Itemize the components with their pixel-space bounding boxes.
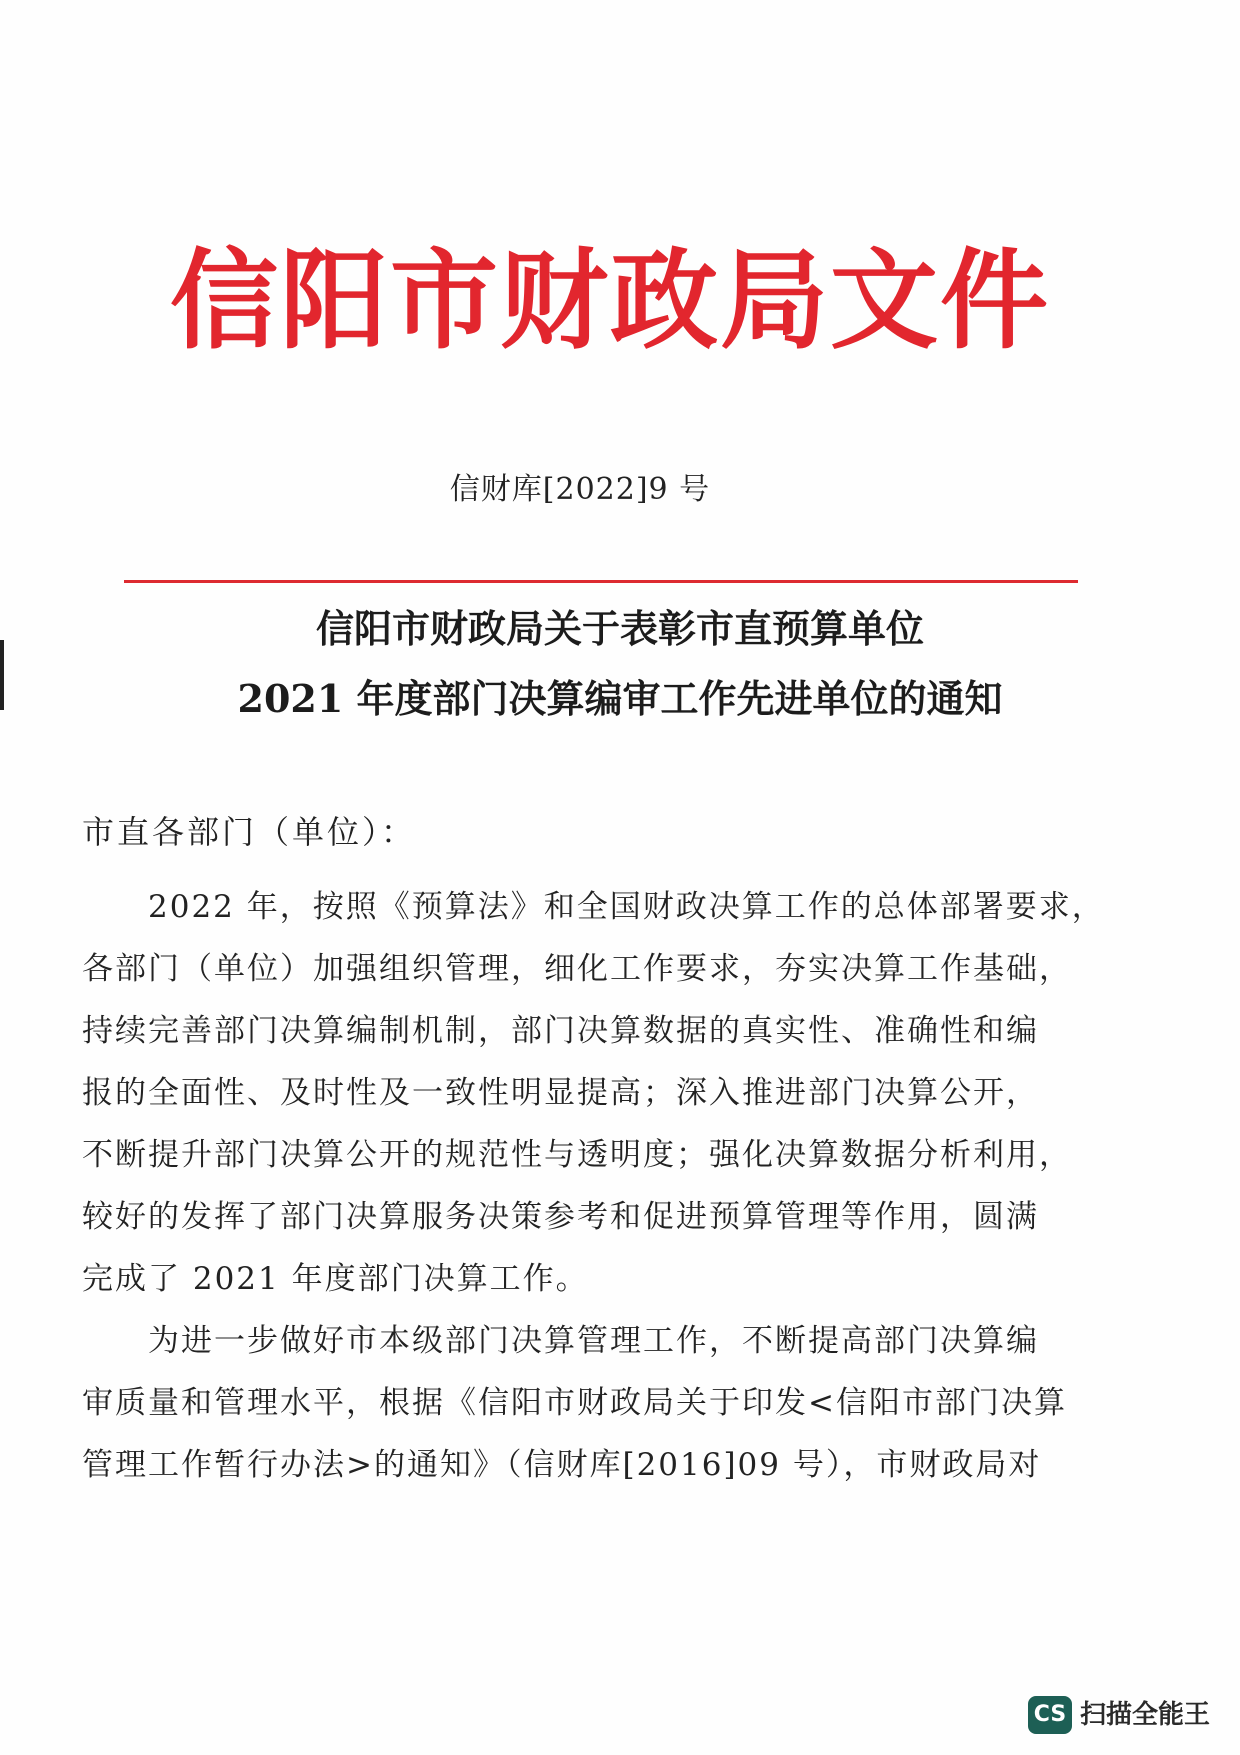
body-line: 各部门（单位）加强组织管理，细化工作要求，夯实决算工作基础， xyxy=(82,951,1072,987)
document-body xyxy=(82,876,1122,1496)
document-title-line-2: 2021 年度部门决算编审工作先进单位的通知 xyxy=(237,676,1003,721)
body-line: 审质量和管理水平，根据《信阳市财政局关于印发<信阳市部门决算 xyxy=(82,1385,1067,1421)
body-line: 报的全面性、及时性及一致性明显提高；深入推进部门决算公开， xyxy=(82,1075,1039,1111)
document-title xyxy=(160,594,1080,734)
body-line: 不断提升部门决算公开的规范性与透明度；强化决算数据分析利用， xyxy=(82,1137,1072,1173)
scanner-watermark xyxy=(1028,1696,1210,1734)
body-line: 完成了 2021 年度部门决算工作。 xyxy=(82,1261,589,1297)
salutation: 市直各部门（单位）： xyxy=(82,813,417,851)
camscanner-logo-icon: CS xyxy=(1028,1696,1072,1734)
document-title-line-1: 信阳市财政局关于表彰市直预算单位 xyxy=(315,606,924,651)
body-line: 持续完善部门决算编制机制，部门决算数据的真实性、准确性和编 xyxy=(82,1013,1039,1049)
watermark-text: 扫描全能王 xyxy=(1080,1700,1211,1730)
body-line: 较好的发挥了部门决算服务决策参考和促进预算管理等作用，圆满 xyxy=(82,1199,1039,1235)
body-line: 为进一步做好市本级部门决算管理工作，不断提高部门决算编 xyxy=(82,1323,1039,1359)
masthead-divider xyxy=(124,580,1078,583)
scan-edge-mark xyxy=(0,640,4,710)
document-masthead: 信阳市财政局文件 xyxy=(169,239,1050,364)
document-number: 信财库[2022]9 号 xyxy=(449,472,711,507)
body-line: 2022 年，按照《预算法》和全国财政决算工作的总体部署要求， xyxy=(82,889,1105,925)
body-line: 管理工作暂行办法>的通知》（信财库[2016]09 号），市财政局对 xyxy=(82,1447,1042,1483)
